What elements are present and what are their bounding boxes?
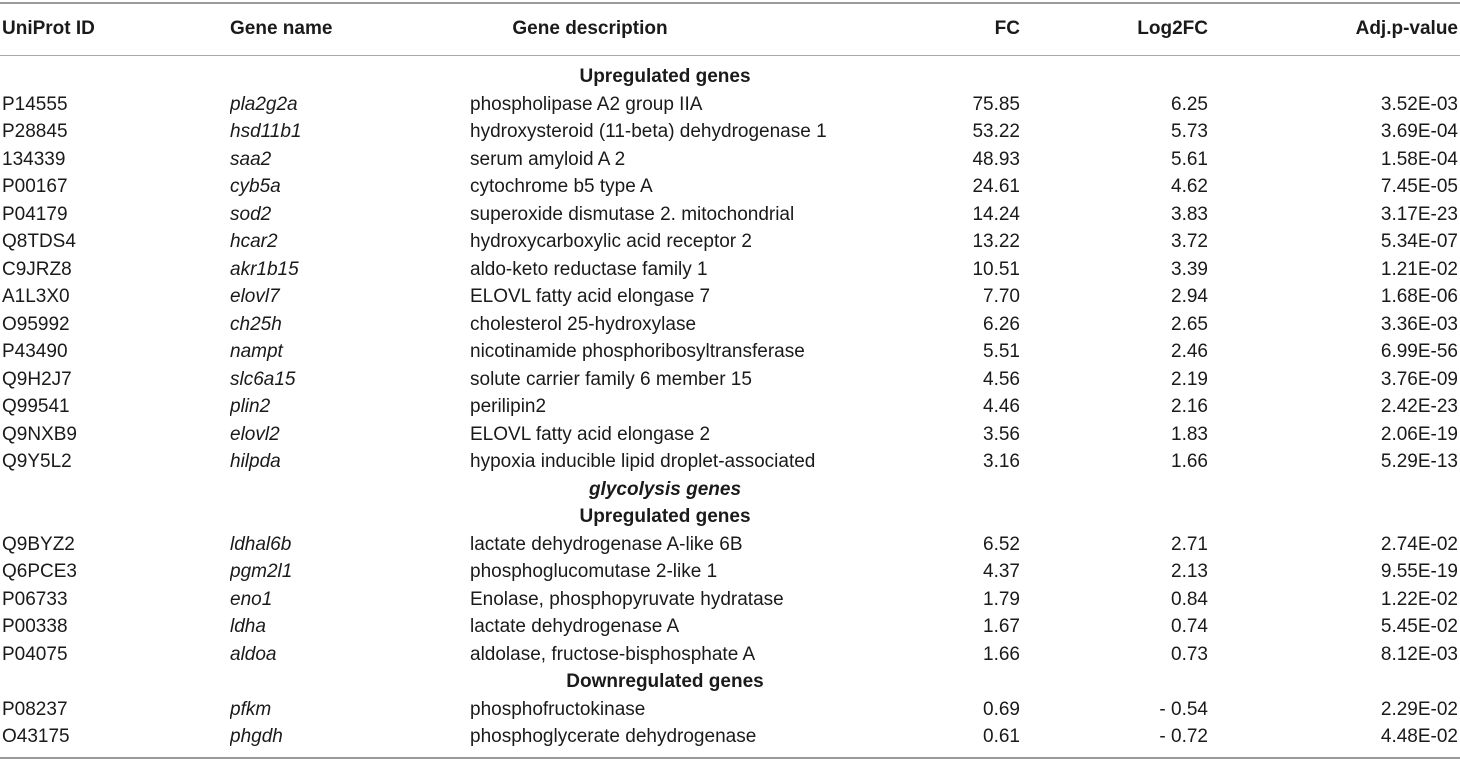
log2fc-cell: 3.39 bbox=[1171, 258, 1208, 280]
table-row bbox=[0, 228, 1460, 256]
log2fc-cell: 3.83 bbox=[1171, 203, 1208, 225]
fc-cell: 7.70 bbox=[983, 286, 1020, 308]
table-row bbox=[0, 393, 1460, 421]
adj-p-value-cell: 5.29E-13 bbox=[1380, 451, 1458, 473]
gene-description-cell: cytochrome b5 type A bbox=[470, 176, 653, 198]
gene-description-cell: lactate dehydrogenase A bbox=[470, 616, 680, 638]
uniprot-id-cell: Q99541 bbox=[2, 396, 70, 418]
uniprot-id-cell: C9JRZ8 bbox=[2, 258, 72, 280]
table-row bbox=[0, 696, 1460, 724]
gene-description-cell: phospholipase A2 group IIA bbox=[470, 93, 703, 115]
table-row bbox=[0, 146, 1460, 174]
gene-description-cell: perilipin2 bbox=[470, 396, 547, 418]
header-log2fc: Log2FC bbox=[1137, 18, 1208, 39]
header-gene-description: Gene description bbox=[512, 18, 668, 39]
log2fc-cell: 2.65 bbox=[1171, 313, 1208, 335]
gene-name-cell: pfkm bbox=[230, 698, 272, 720]
gene-description-cell: aldo-keto reductase family 1 bbox=[470, 258, 708, 280]
gene-description-cell: superoxide dismutase 2. mitochondrial bbox=[470, 203, 795, 225]
fc-cell: 4.56 bbox=[983, 368, 1020, 390]
fc-cell: 6.26 bbox=[983, 313, 1020, 335]
uniprot-id-cell: Q9H2J7 bbox=[2, 368, 72, 390]
table-row bbox=[0, 338, 1460, 366]
gene-description-cell: hypoxia inducible lipid droplet-associated bbox=[470, 451, 816, 473]
fc-cell: 6.52 bbox=[983, 533, 1020, 555]
uniprot-id-cell: 134339 bbox=[2, 148, 66, 170]
gene-name-cell: hilpda bbox=[230, 451, 281, 473]
fc-cell: 1.67 bbox=[983, 616, 1020, 638]
adj-p-value-cell: 3.17E-23 bbox=[1380, 203, 1458, 225]
adj-p-value-cell: 1.22E-02 bbox=[1380, 588, 1458, 610]
uniprot-id-cell: Q9NXB9 bbox=[2, 423, 77, 445]
gene-description-cell: phosphofructokinase bbox=[470, 698, 646, 720]
fc-cell: 1.79 bbox=[983, 588, 1020, 610]
header-row bbox=[0, 3, 1460, 55]
log2fc-cell: 6.25 bbox=[1171, 93, 1208, 115]
adj-p-value-cell: 9.55E-19 bbox=[1380, 561, 1458, 583]
gene-name-cell: hsd11b1 bbox=[230, 121, 302, 143]
gene-name-cell: nampt bbox=[230, 341, 283, 363]
header-adj-p-value: Adj.p-value bbox=[1355, 18, 1458, 39]
uniprot-id-cell: Q9BYZ2 bbox=[2, 533, 75, 555]
uniprot-id-cell: P14555 bbox=[2, 93, 68, 115]
uniprot-id-cell: Q8TDS4 bbox=[2, 231, 76, 253]
log2fc-cell: 2.46 bbox=[1171, 341, 1208, 363]
fc-cell: 10.51 bbox=[972, 258, 1020, 280]
table-row bbox=[0, 641, 1460, 669]
adj-p-value-cell: 2.29E-02 bbox=[1380, 698, 1458, 720]
gene-expression-table bbox=[0, 3, 1460, 751]
uniprot-id-cell: P43490 bbox=[2, 341, 68, 363]
adj-p-value-cell: 1.58E-04 bbox=[1380, 148, 1458, 170]
fc-cell: 53.22 bbox=[972, 121, 1020, 143]
uniprot-id-cell: Q9Y5L2 bbox=[2, 451, 72, 473]
adj-p-value-cell: 1.68E-06 bbox=[1380, 286, 1458, 308]
gene-name-cell: elovl2 bbox=[230, 423, 280, 445]
table-row bbox=[0, 91, 1460, 119]
log2fc-cell: 2.19 bbox=[1171, 368, 1208, 390]
gene-description-cell: lactate dehydrogenase A-like 6B bbox=[470, 533, 743, 555]
gene-description-cell: phosphoglycerate dehydrogenase bbox=[470, 726, 757, 748]
table-row bbox=[0, 421, 1460, 449]
adj-p-value-cell: 4.48E-02 bbox=[1380, 726, 1458, 748]
log2fc-cell: 0.84 bbox=[1171, 588, 1208, 610]
log2fc-cell: 1.66 bbox=[1171, 451, 1208, 473]
adj-p-value-cell: 5.34E-07 bbox=[1380, 231, 1458, 253]
table-row bbox=[0, 613, 1460, 641]
fc-cell: 5.51 bbox=[983, 341, 1020, 363]
adj-p-value-cell: 2.06E-19 bbox=[1380, 423, 1458, 445]
uniprot-id-cell: P04179 bbox=[2, 203, 68, 225]
gene-name-cell: elovl7 bbox=[230, 286, 280, 308]
fc-cell: 75.85 bbox=[972, 93, 1020, 115]
uniprot-id-cell: O43175 bbox=[2, 726, 70, 748]
gene-name-cell: ldhal6b bbox=[230, 533, 292, 555]
log2fc-cell: 0.74 bbox=[1171, 616, 1208, 638]
fc-cell: 1.66 bbox=[983, 643, 1020, 665]
table-row bbox=[0, 173, 1460, 201]
log2fc-cell: - 0.72 bbox=[1159, 726, 1208, 748]
gene-name-cell: hcar2 bbox=[230, 231, 278, 253]
log2fc-cell: 4.62 bbox=[1171, 176, 1208, 198]
adj-p-value-cell: 3.69E-04 bbox=[1380, 121, 1458, 143]
table-body bbox=[0, 55, 1460, 751]
adj-p-value-cell: 8.12E-03 bbox=[1380, 643, 1458, 665]
gene-description-cell: ELOVL fatty acid elongase 2 bbox=[470, 423, 711, 445]
gene-name-cell: sod2 bbox=[230, 203, 272, 225]
uniprot-id-cell: P00167 bbox=[2, 176, 68, 198]
gene-name-cell: slc6a15 bbox=[230, 368, 296, 390]
fc-cell: 0.61 bbox=[983, 726, 1020, 748]
section-heading-row bbox=[0, 503, 1460, 531]
header-gene-name: Gene name bbox=[230, 18, 333, 39]
section-heading-row bbox=[0, 668, 1460, 696]
log2fc-cell: 2.13 bbox=[1171, 561, 1208, 583]
adj-p-value-cell: 1.21E-02 bbox=[1380, 258, 1458, 280]
table-bottom-rule bbox=[0, 757, 1460, 759]
fc-cell: 24.61 bbox=[972, 176, 1020, 198]
fc-cell: 4.46 bbox=[983, 396, 1020, 418]
fc-cell: 48.93 bbox=[972, 148, 1020, 170]
gene-description-cell: hydroxysteroid (11-beta) dehydrogenase 1 bbox=[470, 121, 827, 143]
uniprot-id-cell: Q6PCE3 bbox=[2, 561, 77, 583]
header-spacer bbox=[0, 55, 1460, 63]
gene-name-cell: cyb5a bbox=[230, 176, 281, 198]
gene-name-cell: phgdh bbox=[230, 726, 283, 748]
gene-description-cell: Enolase, phosphopyruvate hydratase bbox=[470, 588, 784, 610]
table-row bbox=[0, 283, 1460, 311]
log2fc-cell: 5.73 bbox=[1171, 121, 1208, 143]
section-heading-row bbox=[0, 63, 1460, 91]
uniprot-id-cell: P04075 bbox=[2, 643, 68, 665]
gene-description-cell: hydroxycarboxylic acid receptor 2 bbox=[470, 231, 752, 253]
table-row bbox=[0, 118, 1460, 146]
fc-cell: 4.37 bbox=[983, 561, 1020, 583]
gene-description-cell: serum amyloid A 2 bbox=[470, 148, 626, 170]
fc-cell: 13.22 bbox=[972, 231, 1020, 253]
adj-p-value-cell: 5.45E-02 bbox=[1380, 616, 1458, 638]
section-heading-row bbox=[0, 476, 1460, 504]
table-row bbox=[0, 256, 1460, 284]
table-row bbox=[0, 586, 1460, 614]
log2fc-cell: 3.72 bbox=[1171, 231, 1208, 253]
gene-name-cell: plin2 bbox=[230, 396, 271, 418]
gene-name-cell: aldoa bbox=[230, 643, 277, 665]
fc-cell: 3.16 bbox=[983, 451, 1020, 473]
adj-p-value-cell: 2.42E-23 bbox=[1380, 396, 1458, 418]
table-row bbox=[0, 448, 1460, 476]
fc-cell: 14.24 bbox=[972, 203, 1020, 225]
gene-name-cell: eno1 bbox=[230, 588, 273, 610]
gene-name-cell: akr1b15 bbox=[230, 258, 299, 280]
table-row bbox=[0, 311, 1460, 339]
adj-p-value-cell: 3.36E-03 bbox=[1380, 313, 1458, 335]
gene-description-cell: nicotinamide phosphoribosyltransferase bbox=[470, 341, 805, 363]
fc-cell: 3.56 bbox=[983, 423, 1020, 445]
gene-description-cell: ELOVL fatty acid elongase 7 bbox=[470, 286, 711, 308]
adj-p-value-cell: 6.99E-56 bbox=[1380, 341, 1458, 363]
gene-description-cell: cholesterol 25-hydroxylase bbox=[470, 313, 697, 335]
section-heading: Upregulated genes bbox=[579, 66, 751, 88]
gene-name-cell: ldha bbox=[230, 616, 266, 638]
fc-cell: 0.69 bbox=[983, 698, 1020, 720]
section-heading: Upregulated genes bbox=[579, 506, 751, 528]
uniprot-id-cell: P28845 bbox=[2, 121, 68, 143]
header-fc: FC bbox=[994, 18, 1020, 39]
adj-p-value-cell: 3.52E-03 bbox=[1380, 93, 1458, 115]
log2fc-cell: 2.16 bbox=[1171, 396, 1208, 418]
uniprot-id-cell: P08237 bbox=[2, 698, 68, 720]
table-row bbox=[0, 201, 1460, 229]
uniprot-id-cell: P00338 bbox=[2, 616, 68, 638]
uniprot-id-cell: A1L3X0 bbox=[2, 286, 70, 308]
section-heading: glycolysis genes bbox=[588, 478, 742, 500]
gene-name-cell: saa2 bbox=[230, 148, 272, 170]
table-row bbox=[0, 531, 1460, 559]
table-row bbox=[0, 723, 1460, 751]
gene-name-cell: ch25h bbox=[230, 313, 282, 335]
log2fc-cell: - 0.54 bbox=[1159, 698, 1208, 720]
adj-p-value-cell: 2.74E-02 bbox=[1380, 533, 1458, 555]
table-row bbox=[0, 558, 1460, 586]
gene-name-cell: pgm2l1 bbox=[230, 561, 293, 583]
adj-p-value-cell: 3.76E-09 bbox=[1380, 368, 1458, 390]
table-row bbox=[0, 366, 1460, 394]
gene-description-cell: aldolase, fructose-bisphosphate A bbox=[470, 643, 756, 665]
uniprot-id-cell: P06733 bbox=[2, 588, 68, 610]
header-uniprot-id: UniProt ID bbox=[2, 18, 95, 39]
gene-name-cell: pla2g2a bbox=[230, 93, 298, 115]
adj-p-value-cell: 7.45E-05 bbox=[1380, 176, 1458, 198]
gene-description-cell: solute carrier family 6 member 15 bbox=[470, 368, 752, 390]
log2fc-cell: 2.94 bbox=[1171, 286, 1208, 308]
log2fc-cell: 0.73 bbox=[1171, 643, 1208, 665]
log2fc-cell: 1.83 bbox=[1171, 423, 1208, 445]
log2fc-cell: 5.61 bbox=[1171, 148, 1208, 170]
uniprot-id-cell: O95992 bbox=[2, 313, 70, 335]
gene-description-cell: phosphoglucomutase 2-like 1 bbox=[470, 561, 718, 583]
log2fc-cell: 2.71 bbox=[1171, 533, 1208, 555]
section-heading: Downregulated genes bbox=[566, 671, 764, 693]
